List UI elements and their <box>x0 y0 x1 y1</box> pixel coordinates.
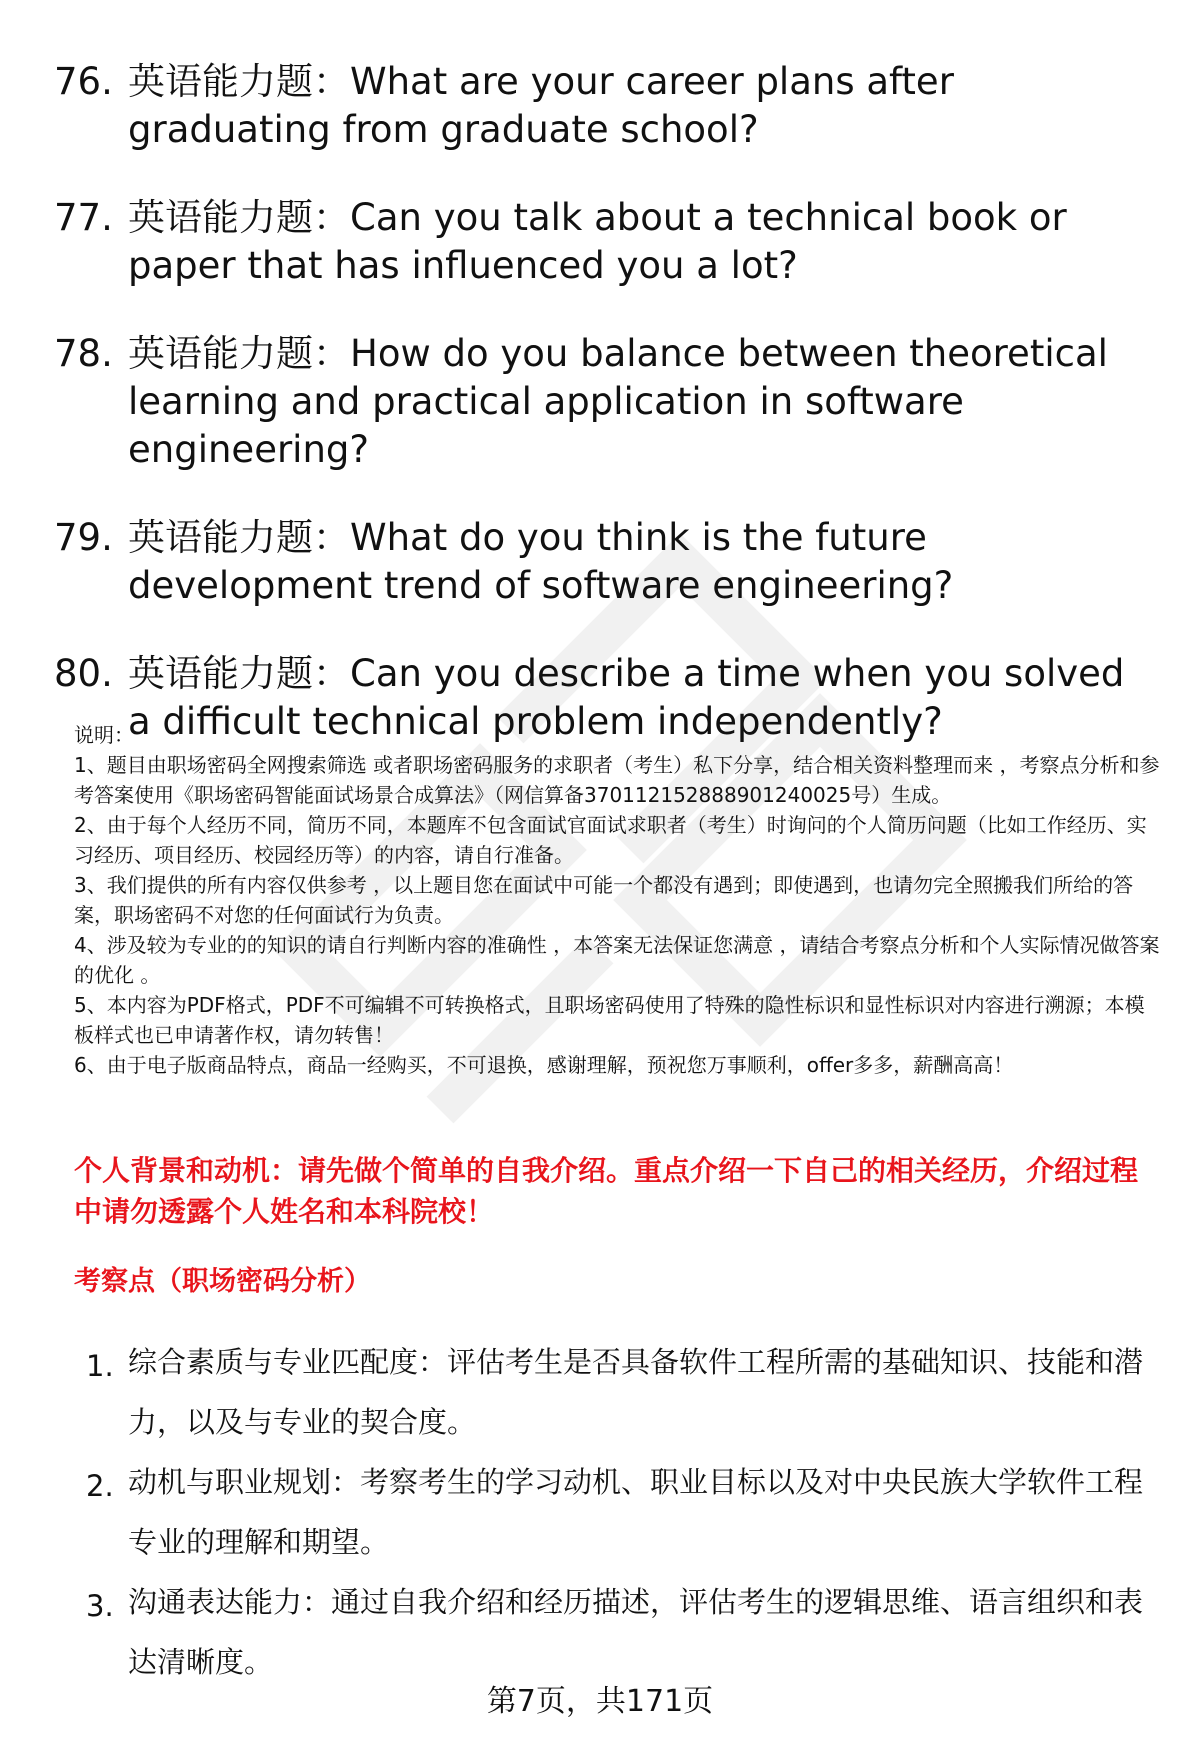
assessment-point-1 <box>0 1332 1200 1452</box>
question-item-78 <box>0 330 1200 474</box>
note-line: 1、题目由职场密码全网搜索筛选 或者职场密码服务的求职者（考生）私下分享，结合相关资料整理而来 ，考察点分析和参考答案使用《职场密码智能面试场景合成算法》（网信算备370112152888901240025号）生成。 <box>74 753 1160 807</box>
question-item-76 <box>0 58 1200 154</box>
note-line: 6、由于电子版商品特点，商品一经购买，不可退换，感谢理解，预祝您万事顺利，offer多多，薪酬高高！ <box>74 1053 1014 1077</box>
point-number: 2. <box>86 1469 114 1503</box>
point-text: 综合素质与专业匹配度：评估考生是否具备软件工程所需的基础知识、技能和潜力，以及与专业的契合度。 <box>128 1345 1144 1439</box>
question-item-77 <box>0 194 1200 290</box>
question-number: 76. <box>54 60 113 103</box>
point-text: 动机与职业规划：考察考生的学习动机、职业目标以及对中央民族大学软件工程专业的理解和期望。 <box>128 1465 1144 1559</box>
page-footer: 第7页，共171页 <box>486 1684 714 1719</box>
point-number: 1. <box>86 1349 114 1383</box>
question-text: 英语能力题：Can you talk about a technical book or paper that has influenced you a lot? <box>128 196 1067 287</box>
notes-block <box>74 720 1164 1080</box>
question-item-79 <box>0 514 1200 610</box>
question-text: 英语能力题：What are your career plans after graduating from graduate school? <box>128 60 954 151</box>
section-title: 个人背景和动机：请先做个简单的自我介绍。重点介绍一下自己的相关经历，介绍过程中请勿透露个人姓名和本科院校！ <box>74 1154 1139 1228</box>
question-number: 79. <box>54 516 113 559</box>
point-text: 沟通表达能力：通过自我介绍和经历描述，评估考生的逻辑思维、语言组织和表达清晰度。 <box>128 1585 1144 1679</box>
assessment-point-3 <box>0 1572 1200 1692</box>
note-line: 3、我们提供的所有内容仅供参考 ，以上题目您在面试中可能一个都没有遇到；即使遇到，也请勿完全照搬我们所给的答案，职场密码不对您的任何面试行为负责。 <box>74 873 1134 927</box>
notes-heading: 说明： <box>74 723 134 747</box>
assessment-point-2 <box>0 1452 1200 1572</box>
question-number: 78. <box>54 332 113 375</box>
assessment-points <box>0 1332 1200 1692</box>
point-number: 3. <box>86 1589 114 1623</box>
note-line: 2、由于每个人经历不同，简历不同，本题库不包含面试官面试求职者（考生）时询问的个人简历问题（比如工作经历、实习经历、项目经历、校园经历等）的内容，请自行准备。 <box>74 813 1147 867</box>
question-text: 英语能力题：What do you think is the future development trend of software engineering? <box>128 516 954 607</box>
question-list <box>0 58 1200 786</box>
question-number: 80. <box>54 652 113 695</box>
question-text: 英语能力题：How do you balance between theoretical learning and practical application in software engineering? <box>128 332 1108 471</box>
section-subtitle: 考察点（职场密码分析） <box>74 1266 371 1297</box>
question-text: 英语能力题：Can you describe a time when you solved a difficult technical problem independently? <box>128 652 1125 743</box>
note-line: 4、涉及较为专业的的知识的请自行判断内容的准确性 ，本答案无法保证您满意 ，请结合考察点分析和个人实际情况做答案的优化 。 <box>74 933 1160 987</box>
note-line: 5、本内容为PDF格式，PDF不可编辑不可转换格式，且职场密码使用了特殊的隐性标识和显性标识对内容进行溯源；本模板样式也已申请著作权，请勿转售！ <box>74 993 1145 1047</box>
question-number: 77. <box>54 196 113 239</box>
